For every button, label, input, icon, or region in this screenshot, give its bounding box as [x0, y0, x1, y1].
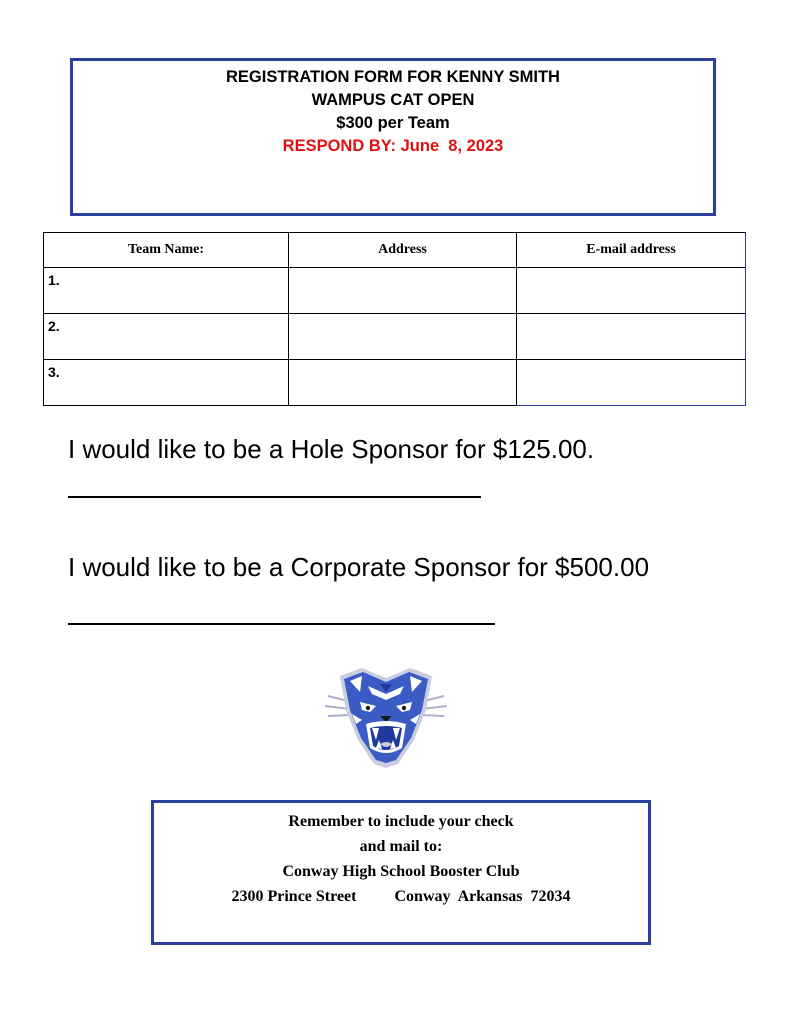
email-cell[interactable]: [517, 268, 746, 314]
team-registration-table: [43, 232, 746, 406]
mailing-address: [154, 884, 648, 909]
table-header-row: [44, 233, 746, 268]
team-price: $300 per Team: [336, 114, 450, 132]
address-cell[interactable]: [289, 360, 517, 406]
form-header: [70, 58, 716, 216]
booster-club-name: Conway High School Booster Club: [282, 863, 520, 880]
email-cell[interactable]: [517, 314, 746, 360]
event-name: WAMPUS CAT OPEN: [311, 91, 475, 109]
email-cell[interactable]: [517, 360, 746, 406]
address-cell[interactable]: [289, 268, 517, 314]
hole-sponsor-signature-line[interactable]: [68, 496, 481, 498]
team-name-cell[interactable]: 1.: [44, 268, 289, 314]
table-row: [44, 360, 746, 406]
mailing-instructions: [151, 800, 651, 945]
column-header-address: Address: [289, 233, 517, 268]
street-address: 2300 Prince Street: [231, 888, 357, 905]
corporate-sponsor-text: I would like to be a Corporate Sponsor for $500.00: [68, 552, 650, 582]
corporate-sponsor-signature-line[interactable]: [68, 623, 495, 625]
city-state-zip: Conway Arkansas 72034: [394, 888, 571, 905]
table-row: [44, 314, 746, 360]
address-cell[interactable]: [289, 314, 517, 360]
table-row: [44, 268, 746, 314]
hole-sponsor-text: I would like to be a Hole Sponsor for $125.00.: [68, 434, 595, 464]
wampus-cat-mascot-icon: [322, 664, 450, 770]
column-header-email: E-mail address: [517, 233, 746, 268]
mail-to-text: and mail to:: [359, 838, 443, 855]
column-header-team-name: Team Name:: [44, 233, 289, 268]
form-title: REGISTRATION FORM FOR KENNY SMITH: [226, 68, 560, 86]
team-name-cell[interactable]: 3.: [44, 360, 289, 406]
reminder-text: Remember to include your check: [288, 813, 514, 830]
team-name-cell[interactable]: 2.: [44, 314, 289, 360]
respond-by-date: RESPOND BY: June 8, 2023: [282, 137, 504, 155]
